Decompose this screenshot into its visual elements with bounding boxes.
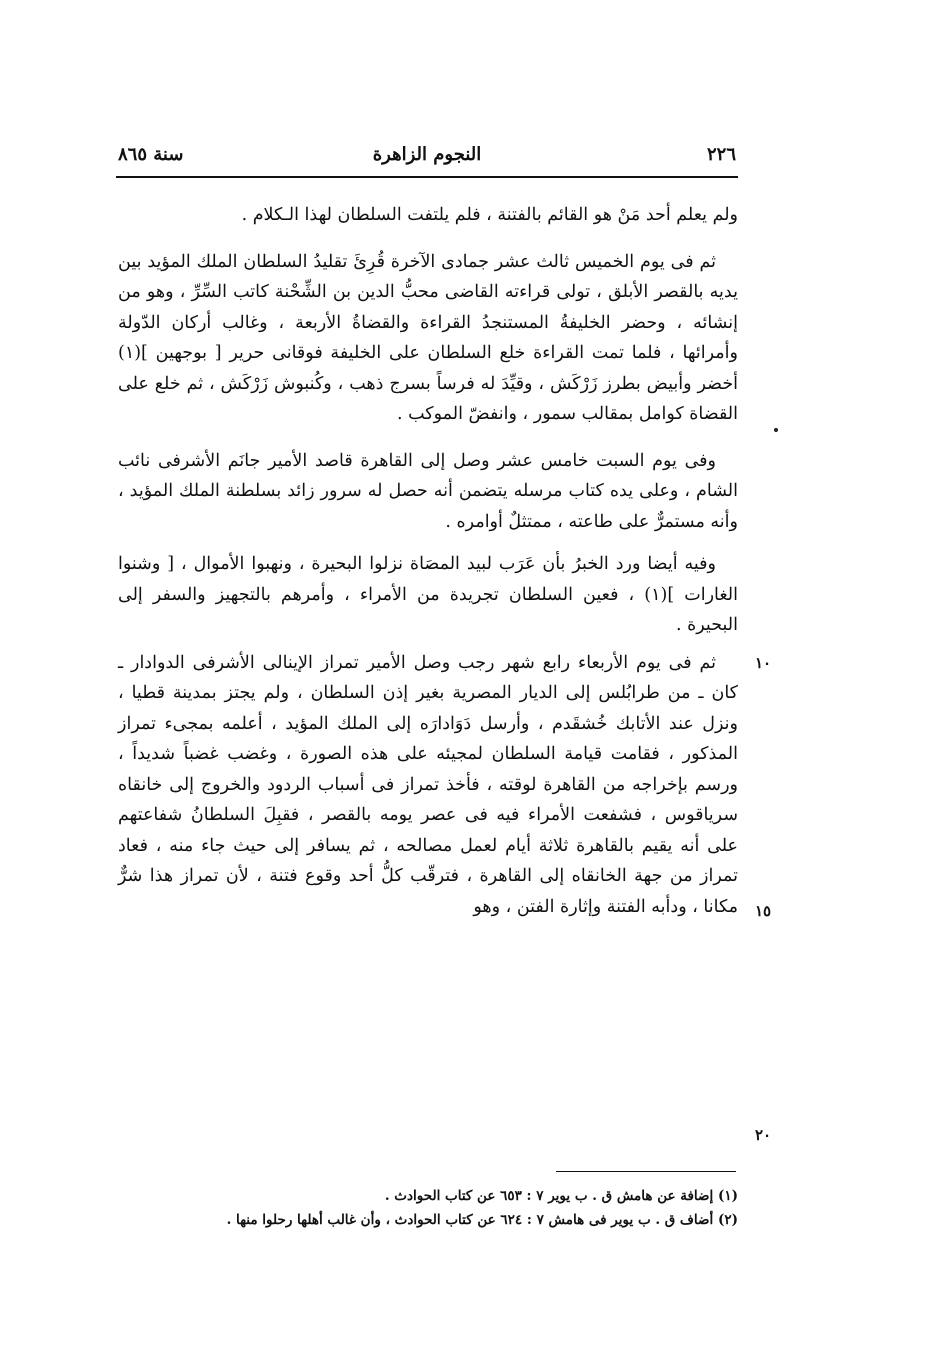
- paragraph-4: وفيه أيضا ورد الخبرُ بأن عَرَب لبيد المصَاة نزلوا البحيرة ، ونهبوا الأموال ، [ وشنوا الغارات ](١) ، فعين السلطان تجريدة من الأمراء ، وأمرهم بالتجهيز والسفر إلى البحيرة .: [118, 554, 738, 635]
- paragraph-5: ثم فى يوم الأربعاء رابع شهر رجب وصل الأمير تمراز الإينالى الأشرفى الدوادار ـ كان ـ من طرابُلس إلى الديار المصرية بغير إذن السلطان ، ولم يجتز بمدينة قطيا ، ونزل عند الأتابك خُشقَدم ، وأرسل دَوَادارَه إلى الملك المؤيد ، أعلمه بمجىء تمراز المذكور ، فقامت قيامة السلطان لمجيئه على هذه الصورة ، وغضب غضباً شديداً ، ورسم بإخراجه من القاهرة لوقته ، فأخذ تمراز فى أسباب الردود والخروج إلى خانقاه سرياقوس ، فشفعت الأمراء فيه فى عصر يومه بالقصر ، فقبِلَ السلطانُ شفاعتهم على أنه يقيم بالقاهرة ثلاثة أيام لعمل مصالحه ، ثم يسافر إلى حيث جاء منه ، فعاد تمراز من جهة الخانقاه إلى القاهرة ، فترقّب كلُّ أحد وقوع فتنة ، لأن تمراز هذا شرٌّ مكانا ، ودأبه الفتنة وإثارة الفتن ، وهو: [118, 652, 738, 917]
- page-number: ٢٢٦: [706, 144, 736, 165]
- line-number-15: ١٥: [754, 902, 772, 920]
- footnote-rule: [556, 1171, 736, 1172]
- paragraph-3: وفى يوم السبت خامس عشر وصل إلى القاهرة قاصد الأمير جانَم الأشرفى نائب الشام ، وعلى يده كتاب مرسله يتضمن أنه حصل له سرور زائد بسلطنة الملك المؤيد ، وأنه مستمرٌّ على طاعته ، ممتثلٌ أوامره .: [118, 450, 738, 532]
- book-title: النجوم الزاهرة: [372, 144, 482, 165]
- header-rule: [116, 176, 738, 178]
- body-text: [118, 200, 738, 922]
- line-number-20: ٢٠: [754, 1126, 772, 1144]
- footnote-2: (٢) أضاف ق . ب يوير فى هامش ٧ : ٦٢٤ عن كتاب الحوادث ، وأن غالب أهلها رحلوا منها .: [226, 1212, 738, 1228]
- line-number-10: ١٠: [754, 654, 772, 672]
- footnote-1: (١) إضافة عن هامش ق . ب يوير ٧ : ٦٥٣ عن كتاب الحوادث .: [384, 1188, 738, 1204]
- paragraph-1: ولم يعلم أحد مَنْ هو القائم بالفتنة ، فلم يلتفت السلطان لهذا الـكلام .: [241, 205, 738, 225]
- footnotes: [118, 1184, 738, 1232]
- paragraph-2: ثم فى يوم الخميس ثالث عشر جمادى الآخرة قُرِئَ تقليدُ السلطان الملك المؤيد بين يديه بالقصر الأبلق ، تولى قراءته القاضى محبُّ الدين بن الشِّحْنة كاتب السِّرِّ ، وهو من إنشائه ، وحضر الخليفةُ المستنجدُ القراءة والقضاةُ الأربعة ، وغالب أركان الدّولة وأمرائها ، فلما تمت القراءة خلع السلطان على الخليفة فوقانى حرير [ بوجهين ](١) أخضر وأبيض بطرز زَرْكَش ، وقيِّدَ له فرساً بسرج ذهب ، وكُنبوش زَرْكَش ، ثم خلع على القضاة كوامل بمقالب سمور ، وانفضّ الموكب .: [118, 251, 738, 424]
- margin-mark: [774, 428, 778, 432]
- year-label: سنة ٨٦٥: [118, 144, 184, 165]
- running-header: [118, 138, 736, 174]
